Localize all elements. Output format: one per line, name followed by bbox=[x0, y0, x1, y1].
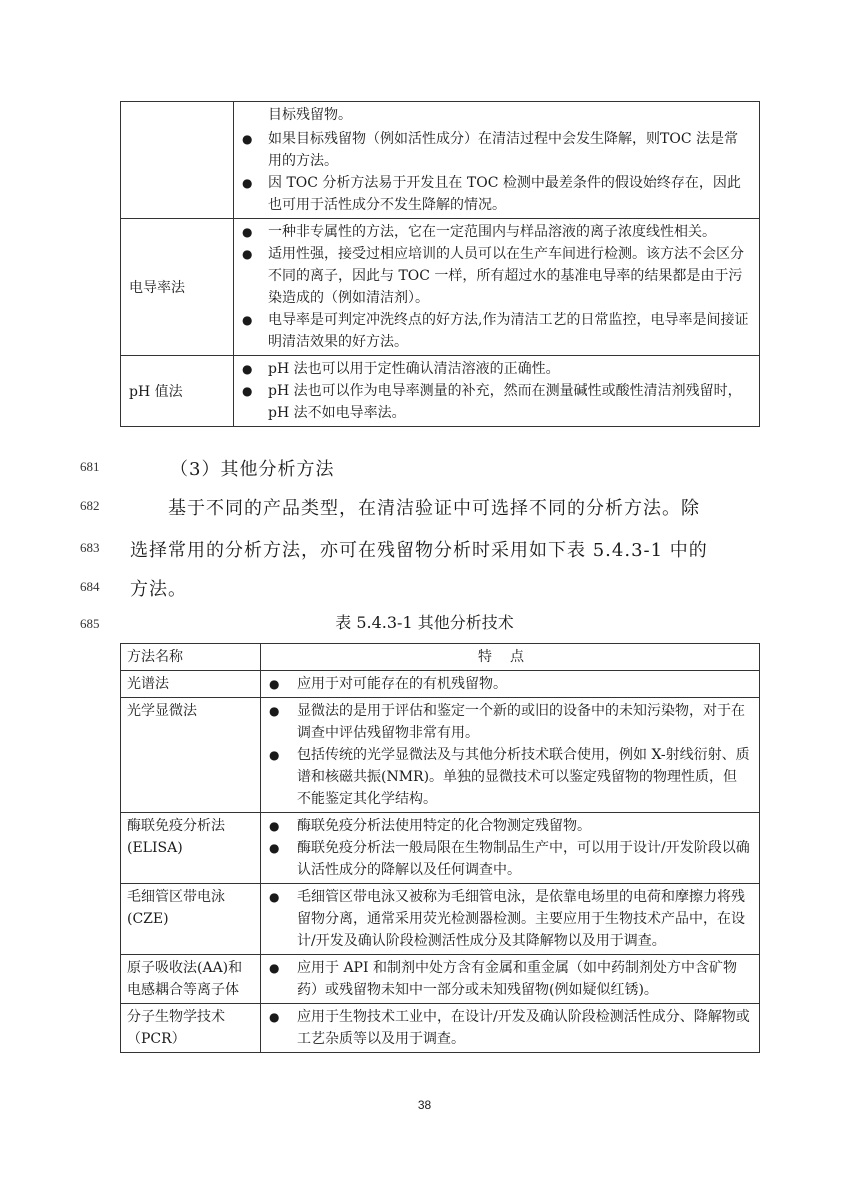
feature-cell bbox=[234, 102, 760, 219]
method-name-cell: 光谱法 bbox=[121, 671, 261, 698]
bullet-list bbox=[261, 884, 759, 954]
table-row bbox=[121, 671, 760, 698]
bullet-list bbox=[234, 219, 759, 355]
table-row bbox=[121, 813, 760, 884]
bullet-list bbox=[261, 1004, 759, 1052]
list-item: ● 因 TOC 分析方法易于开发且在 TOC 检测中最差条件的假设始终存在，因此也可用于活性成分不发生降解的情况。 bbox=[234, 172, 751, 216]
line-number: 685 bbox=[80, 616, 100, 631]
methods-table-continued bbox=[120, 101, 760, 427]
list-item: ● 应用于生物技术工业中，在设计/开发及确认阶段检测活性成分、降解物或工艺杂质等以及用于调查。 bbox=[261, 1006, 751, 1050]
table-header-row bbox=[121, 644, 760, 671]
table-row bbox=[121, 698, 760, 813]
list-item: ● 显微法的是用于评估和鉴定一个新的或旧的设备中的未知污染物，对于在调查中评估残留物非常有用。 bbox=[261, 700, 751, 744]
table-row bbox=[121, 219, 760, 356]
list-item: ● 毛细管区带电泳又被称为毛细管电泳，是依靠电场里的电荷和摩擦力将残留物分离，通常采用荧光检测器检测。主要应用于生物技术产品中，在设计/开发及确认阶段检测活性成分及其降解物以及用于调查。 bbox=[261, 886, 751, 952]
method-name-cell: 毛细管区带电泳(CZE) bbox=[121, 884, 261, 955]
feature-cell bbox=[261, 813, 760, 884]
table-row bbox=[121, 955, 760, 1004]
line-number: 682 bbox=[80, 498, 100, 513]
bullet-list bbox=[234, 356, 759, 426]
list-item: ● 酶联免疫分析法使用特定的化合物测定残留物。 bbox=[261, 815, 751, 837]
feature-cell bbox=[261, 1004, 760, 1053]
section-heading: （3）其他分析方法 bbox=[170, 459, 335, 480]
list-item: ● 一种非专属性的方法，它在一定范围内与样品溶液的离子浓度线性相关。 bbox=[234, 221, 751, 243]
table-caption: 表 5.4.3-1 其他分析技术 bbox=[335, 613, 514, 632]
list-item: ● 包括传统的光学显微法及与其他分析技术联合使用，例如 X-射线衍射、质谱和核磁共振(NMR)。单独的显微技术可以鉴定残留物的物理性质，但不能鉴定其化学结构。 bbox=[261, 744, 751, 810]
list-item: ● pH 法也可以作为电导率测量的补充，然而在测量碱性或酸性清洁剂残留时，pH 法不如电导率法。 bbox=[234, 380, 751, 424]
feature-cell bbox=[261, 698, 760, 813]
method-name-cell: 分子生物学技术（PCR） bbox=[121, 1004, 261, 1053]
paragraph-line: 方法。 bbox=[130, 579, 187, 600]
method-name-cell: 光学显微法 bbox=[121, 698, 261, 813]
line-number: 684 bbox=[80, 579, 100, 594]
table-row bbox=[121, 1004, 760, 1053]
list-item: ● 适用性强，接受过相应培训的人员可以在生产车间进行检测。该方法不会区分不同的离子，因此与 TOC 一样，所有超过水的基准电导率的结果都是由于污染造成的（例如清洁剂）。 bbox=[234, 243, 751, 309]
list-item: ● 电导率是可判定冲洗终点的好方法,作为清洁工艺的日常监控，电导率是间接证明清洁效果的好方法。 bbox=[234, 309, 751, 353]
continued-text: 目标残留物。 bbox=[268, 107, 352, 123]
paragraph-line: 选择常用的分析方法，亦可在残留物分析时采用如下表 5.4.3-1 中的 bbox=[130, 540, 708, 561]
paragraph-line: 基于不同的产品类型，在清洁验证中可选择不同的分析方法。除 bbox=[168, 498, 700, 519]
method-name-cell: 电导率法 bbox=[121, 219, 234, 356]
header-feature: 特点 bbox=[261, 644, 760, 671]
feature-cell bbox=[234, 219, 760, 356]
bullet-list bbox=[261, 955, 759, 1003]
list-item: ● 应用于 API 和制剂中处方含有金属和重金属（如中药制剂处方中含矿物药）或残留物未知中一部分或未知残留物(例如疑似红锈)。 bbox=[261, 957, 751, 1001]
feature-cell bbox=[261, 671, 760, 698]
line-number: 683 bbox=[80, 540, 100, 555]
feature-cell bbox=[234, 356, 760, 427]
feature-cell bbox=[261, 884, 760, 955]
method-name-cell bbox=[121, 102, 234, 219]
feature-cell bbox=[261, 955, 760, 1004]
bullet-list bbox=[261, 698, 759, 812]
method-name-cell: 原子吸收法(AA)和电感耦合等离子体 bbox=[121, 955, 261, 1004]
bullet-list bbox=[261, 813, 759, 883]
line-number: 681 bbox=[80, 459, 100, 474]
table-row bbox=[121, 356, 760, 427]
list-item: ● pH 法也可以用于定性确认清洁溶液的正确性。 bbox=[234, 358, 751, 380]
list-item: ● 如果目标残留物（例如活性成分）在清洁过程中会发生降解，则TOC 法是常用的方法。 bbox=[234, 128, 751, 172]
bullet-list bbox=[234, 126, 759, 218]
list-item: ● 酶联免疫分析法一般局限在生物制品生产中，可以用于设计/开发阶段以确认活性成分的降解以及任何调查中。 bbox=[261, 837, 751, 881]
table-row bbox=[121, 102, 760, 219]
bullet-list bbox=[261, 671, 759, 697]
list-item: ● 应用于对可能存在的有机残留物。 bbox=[261, 673, 751, 695]
other-analysis-techniques-table bbox=[120, 643, 760, 1053]
page-number: 38 bbox=[417, 1098, 432, 1112]
header-method-name: 方法名称 bbox=[121, 644, 261, 671]
method-name-cell: pH 值法 bbox=[121, 356, 234, 427]
table-row bbox=[121, 884, 760, 955]
method-name-cell: 酶联免疫分析法(ELISA) bbox=[121, 813, 261, 884]
